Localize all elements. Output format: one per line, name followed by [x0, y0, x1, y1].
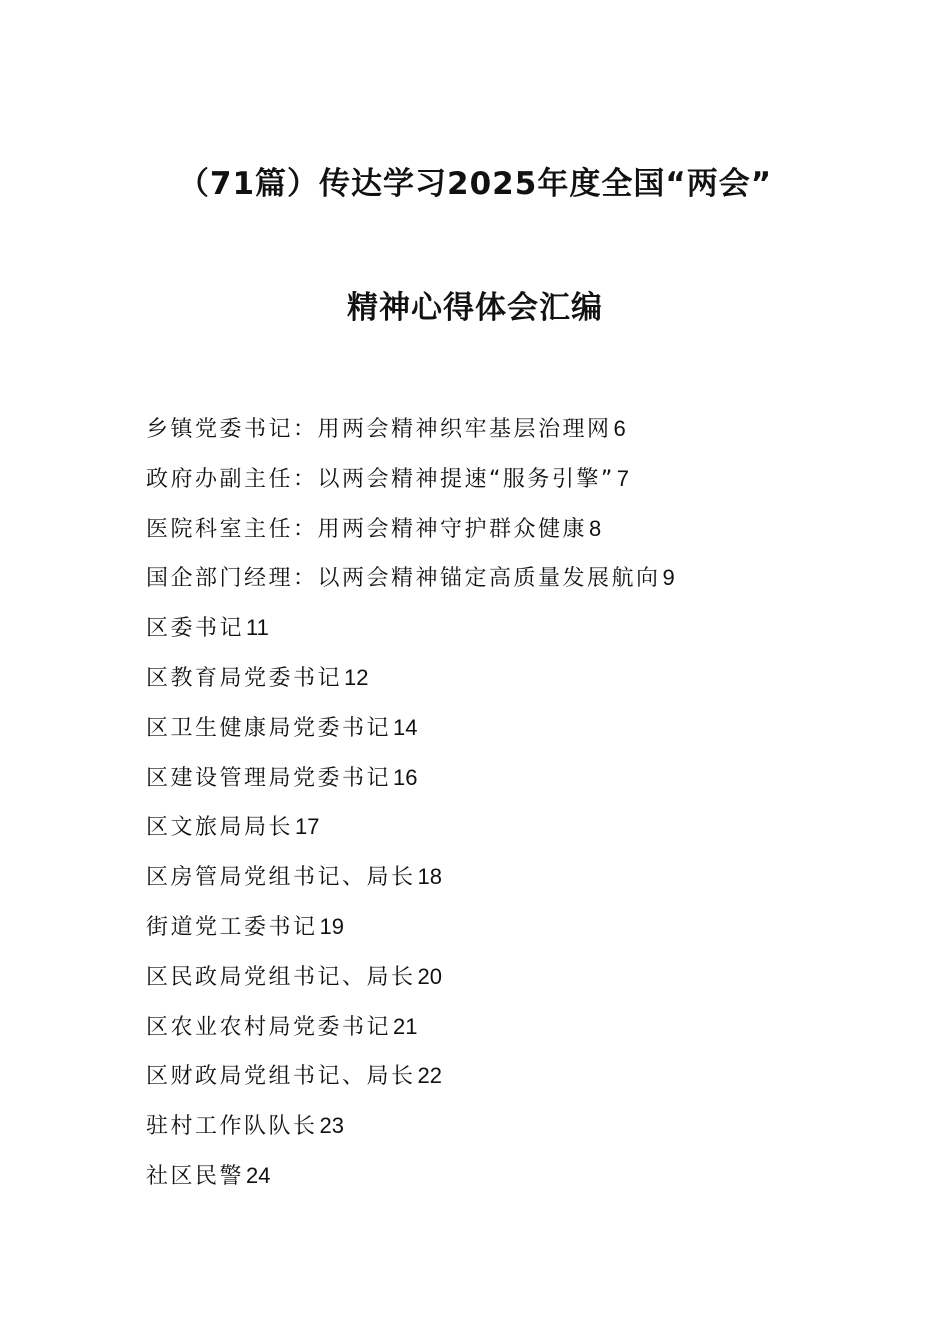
toc-entry-page: 9 [662, 565, 675, 591]
toc-entry [146, 911, 675, 961]
toc-entry [146, 1160, 675, 1210]
toc-entry-page: 24 [246, 1162, 271, 1188]
toc-entry-label: 区教育局党委书记 [146, 665, 343, 691]
toc-entry [146, 762, 675, 812]
toc-entry-label: 区委书记 [146, 616, 245, 642]
toc-entry [146, 961, 675, 1011]
toc-entry-page: 14 [393, 714, 418, 740]
toc-entry-label: 国企部门经理：以两会精神锚定高质量发展航向 [146, 566, 661, 592]
toc-entry-label: 政府办副主任：以两会精神提速“服务引擎” [146, 466, 615, 492]
toc-entry [146, 861, 675, 911]
document-title-line-1: （71篇）传达学习2025年度全国“两会” [177, 166, 773, 202]
toc-entry-page: 11 [246, 615, 269, 641]
toc-entry [146, 712, 675, 762]
toc-entry [146, 1060, 675, 1110]
toc-entry-page: 12 [344, 664, 369, 690]
toc-entry-label: 区民政局党组书记、局长 [146, 964, 416, 990]
toc-entry [146, 562, 675, 612]
toc-entry-label: 街道党工委书记 [146, 914, 318, 940]
toc-entry-page: 6 [613, 416, 626, 441]
toc-entry-page: 22 [417, 1063, 442, 1089]
toc-entry-page: 16 [393, 764, 418, 790]
toc-entry-page: 21 [393, 1013, 418, 1039]
toc-entry [146, 413, 675, 463]
toc-entry [146, 662, 675, 712]
toc-entry-label: 区建设管理局党委书记 [146, 765, 392, 791]
toc-entry-label: 医院科室主任：用两会精神守护群众健康 [146, 516, 588, 542]
toc-entry [146, 612, 675, 662]
toc-entry [146, 1011, 675, 1061]
toc-entry-label: 区农业农村局党委书记 [146, 1014, 392, 1040]
toc-entry-label: 区卫生健康局党委书记 [146, 715, 392, 741]
toc-entry [146, 1110, 675, 1160]
toc-entry-page: 20 [417, 963, 442, 989]
toc-entry-label: 社区民警 [146, 1163, 245, 1189]
toc-entry [146, 463, 675, 513]
toc-entry-page: 18 [417, 864, 442, 890]
document-title-line-2: 精神心得体会汇编 [347, 290, 603, 326]
toc-entry-label: 区文旅局局长 [146, 815, 294, 841]
toc-entry-label: 区房管局党组书记、局长 [146, 865, 416, 891]
toc-entry-page: 17 [295, 814, 320, 840]
toc-entry [146, 513, 675, 563]
toc-entry-label: 乡镇党委书记：用两会精神织牢基层治理网 [146, 417, 612, 442]
toc-entry-label: 驻村工作队队长 [146, 1114, 318, 1140]
toc-entry-page: 19 [319, 913, 344, 939]
table-of-contents [146, 413, 675, 1210]
toc-entry-label: 区财政局党组书记、局长 [146, 1064, 416, 1090]
toc-entry-page: 8 [589, 515, 602, 541]
toc-entry [146, 811, 675, 861]
toc-entry-page: 7 [616, 465, 630, 491]
toc-entry-page: 23 [319, 1113, 344, 1139]
